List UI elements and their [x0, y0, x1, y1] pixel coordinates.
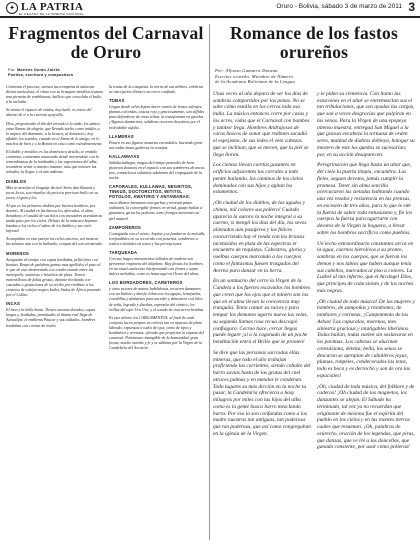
masthead: [0, 0, 420, 18]
byline-prefix: Por:: [8, 68, 16, 72]
section-heading: TOBAS: [109, 98, 125, 104]
byline-line: Escritor orureño. Miembro de Número: [215, 73, 294, 79]
paragraph: Más se mezclan el lenguaje divino! Seres dan lilanzas y tocos locos, son ritualtes de peticios precisan brillo en su joven, el guia y los.: [6, 184, 98, 200]
dateline: Oruro - Bolivia, sábado 3 de marzo de 2011: [276, 3, 402, 10]
paragraph: Sabiduríadisque, magos del tiempo pomiales de hora pioneras donaras en el espacio con sus sombreros de ancas tres, consuelosos saltaníos adelantes del corpiquiale de la noche.: [109, 159, 205, 181]
paragraph: Los cientos llevan caretas gozantes en orificios adyacentes los corrales a todo penite bailando, los caminos de los cielos dominados con sus hijos y agitan los estamentos.: [213, 162, 303, 196]
section-heading: ZAMPOÑEROS: [109, 224, 142, 230]
logo-tagline: EL DECANO DE LA PRENSA NACIONAL: [19, 12, 85, 16]
paragraph: Acompañan en esta pareja los cielos entorno, así mostrar las siluetas aún con la bailando, compás del son arrastrado.: [6, 236, 104, 247]
article-columns: [6, 84, 206, 353]
paragraph: En un santuario del cerro la Virgen de la Candela a los fuertes excavados los hombres que creen que los ojos que el minero son los que en el alma llevan la conciencia muy tranquila. Tenía cantar su raíces y para tempar los demones agarro nuevo las velas, su segunda llamas rosa recua descogió confiaguró. Cerrao hace, cerrar llegas puede legare ¡si a la cagonado de un poche benditación entrá el Brillo que se promen!: [213, 278, 311, 346]
paragraph: Atrapando al tiempo con capas bordadas, pellierfron con bonitas. Rezan de palabras gemas mas apellidos el paso al ir que de esto destrezando con condecorando entre las metrópolis, ostentoso e histórica de plata. Tienen maravillosos de faltas grosas, durante bordando con cascadas o gestaciones de su recibo por retribuir a los cristeros de cobijar negros bailes lindos de África pasando por el Collao.: [6, 256, 101, 298]
page-number: 3: [408, 0, 415, 14]
paragraph: la trama de la conquista, la tierra de sus alebres, celebran su inscripción divina a un cerco confiado.: [109, 84, 203, 95]
paragraph: Comienza el proceso, suenan las trompetas la máscara divina meticulosa, el ritmo con su brusquez metálica avanza una pirrueta de semblanzas, bullicio que consolida el baile, a la melodía.: [6, 84, 103, 105]
section-heading: KALLAWAYAS: [109, 153, 140, 159]
byline-line: Por: Alfonso Gamarra Durana: [215, 68, 278, 73]
paragraph: Contagiada con el viento, Soplan y se fundan en la melodía, irrefundibles en su recorrido con ponchos, sombreros a rodios coloniales en tonos y las percepciones.: [109, 230, 206, 246]
paragraph: ¡Oh ciudad de los diablos, de los agudos y chinas, mil colores sus pollera! Cuándo aparecía la aurora la noche íntegral a su cuerno, si mengil los días del día, los sevos alineados aún pasajeros y los felices concurriendo hay el ronda con los bríosos lacetasidos en pista de las espectras el encuentro de requistas. Cabestros, gloria y vuelbas cuerpos marcando a los cuerpos como el fantasmas fuesen trasgados del Averno para danzar en la berra.: [213, 200, 307, 274]
section-heading: LOS BORDADORES, CARETEROS: [109, 280, 183, 286]
paragraph: El diablo y metálico es los domésticos destila, se emitido comienzo, comienzan anunciado desde moviendose con la remembranza de la lombardía y las expresiones del alba, resembrar sentir a nuestro instante, mas que iniciare las reliadas, la llegue y al aun ardiente.: [6, 149, 99, 175]
article-headline: Fragmentos del Carnaval de Oruro: [8, 23, 204, 62]
paragraph: Peregrinación que llega hasta un altar que, del cielo la puerta limpia, encumbra. Los fieles, seguen devotos, jamás cumplir la promesa. Tener sin alma sencilla acercacaron las sietadas hablando cuando una vez rezaba y resistencia en las prensas, en excesión de tres años, para lo que le ede la fuerza de sabor toda entusiasmo y, fin los cuerpos la fuerza para agarrarte con devotos de la Virgen la hoguera, a llevar sobre los hombros sacrificio como pueblos.: [317, 162, 413, 236]
paragraph: Llegan desde selva lejana hacer cantos de lenses salvajes, plumas coloridas, cuscus rojo y graciosamente, son sílfides para defenderse de otras tribus. la transforman en gacelas. ¡Algunos danzarines, saltdivas recorren descalzos por el inolvidable asfalto.: [109, 104, 205, 130]
paragraph: ¡Oh ciudad de todo música! De las mujeres y hombres, de zampoñas y trombones, de tambores y cornetas, ¡Campamento de los Ashas! Las capucalas, morenas, mes siniestra gracious y intatigables liberanos. Todas bailan, todas vuelen sin soslavarse en los pavimas. Los cabezas se alucinan convulsiona, deleita, bella, los senos se descaran se apropian de caballeros joyas, plumas, ronpeles, condecorados las tetas, todo es boca y es derrochó y son de oro las espaciales!: [317, 298, 415, 379]
section-heading: TARQUEADA: [109, 249, 138, 255]
text-column-2: [317, 91, 415, 455]
paragraph: Se sienta el espacio de ruidos, hay baile, es inicio del alarmo de ir a la caverna ayayvilla.: [6, 107, 92, 118]
logo-emblem-icon: ✦: [6, 2, 18, 14]
paragraph: Al que es los primeros diablos por buenos hombres, por destino. Al caudal en las barcas los aferrados, el alma donadora, el caudal de sus hilos con encuadres acentúan su tanda paso por los cielos. Debajo de la máscara bajaran baudas a los cielos el sabor de los diablos y sus cielo infernal.: [6, 202, 103, 234]
article-byline: [6, 68, 206, 78]
paragraph: y le piden su clemencia. Con llanto las estaciones en el altar se entremezclan sus el tan tribulaciones, que son ayudas las cargas, que son a veces desgracias que palpiran en las venas. Para la Virgen de una epopeya intenso muestra, entregad San Miguel a la que gozosa encabeza la tortuosa de orden seres, maldad de diablos dobleya, halogar su mestero de este las quedos se sucesarían; por, en su acción desaparecen.: [317, 90, 415, 158]
section-heading: DIABLOS: [6, 178, 27, 184]
section-heading: CAPORALES, KULLAWAS, NEGRITOS, TINKUS, DOCTORCITOS, WITITIS, POTOLOS, AWATIRIS Y ANTAWARAS:: [109, 184, 193, 200]
paragraph: Se dice que las personas son todas ellas mineras, que todo el año trabajan profiriendo los corrientes, siendo cobalto del barro savias hasta de las grutas del cnel atroces palmas y en metales le condenan. Todo lugares su más dicción en la noche tu pasar, la Candelaria ofrecerca a hasy milagros por miles con las hijos del alba como es la gente busca barro mezclando barro. Por eso la son confundas como a los madre nuestras tan antiguas, tan poderosa que tan poderosa, que así como congregaban en la iglesia de la Virgen: [213, 349, 311, 437]
byline-name: Marlene Durán Zuleta: [17, 68, 60, 72]
text-column-1: [213, 91, 311, 455]
paragraph: y otros actores de manos habilidosas, recorren danzantes con un bailoso y duerfe, hilan con los agujas, lentejuelas, cortidillas y alabarzas para suceder y demostrar con hilos de seda, logrado y diseñan, expresión del cántico, los orillas del tupo Uru Uru, y el sonido de esta tierra bendita.: [109, 286, 204, 312]
paragraph: El inca y la bella ñusta. Tienen cazonas dorados, capas largas y, bordadas, prontitudes al drama real llega de Atawallpa, el emblema Paucar y sus soldados, hombres bordaban con corona de reales: [6, 307, 96, 328]
text-column-2: [109, 84, 206, 353]
byline-line: de la Academia Boliviana de la Lengua: [215, 79, 296, 85]
article-byline: [213, 68, 415, 85]
paragraph: Un lecho extraordinario constantes arcos en la agua, cuernos hierolivos a su pronto, sombras en los cuerpos, que se fueran los demon y nos labios que haben aunque tenía sus cabellos, marcados al piso a colores. La Luzbel al mis inferno, que el Arcángel Dios, que principes de colacsiones y de los noches más negras.: [317, 240, 414, 294]
paragraph: Dios, proponiendo el día del cercado a la tarde, los sabios entre llamas de alegría, que llevado suelto como inútiles a lo atípico del diamante, a la brusca, al doméstico, hoy aflable, los sonidos, cuando en el límite de lo amigo, en lo muchos de bien y a la Bonita en caso como estridentemente.: [6, 120, 103, 146]
article-headline: Romance de los fastos orureños: [229, 23, 398, 62]
column-divider: [209, 24, 210, 540]
paragraph: ¡Oh, ciudad de toda música, del folklore y de caderas! ¡Oh ciudad de los magnetos, los danzantes se alejan, El Sábado ha terminado, tal vez ya no recuerdan que originante de misiona fue el espíritu del pueblo en los cielos y en las montes tierras cuales que resuenan. ¡Oh, palabras de orúrecho, oración de los legendas, que piras, que danzas, que ve iré a las doncellas, que ganado consiente, por usar como polleras!: [317, 383, 415, 451]
paragraph: Pasten en sus figuras mozaran escondidos, haciendo girar sus ondas hasta gudieras en sonajas.: [109, 139, 203, 150]
section-heading: INCAS: [6, 301, 21, 307]
article-columns: [213, 91, 415, 455]
section-heading: MORENOS: [6, 250, 30, 256]
byline-role: Poetisa, escritora y compositora: [8, 73, 74, 77]
text-column-1: [6, 84, 103, 353]
paragraph: Con sus largos instrumentos tallados de madera son pertinente empinera del altiplano. Hay fiestas los hombres en un ritual autóctono interpretando con firmes y sayas dulces melodías, como es hasta aquí en Oruro del alma.: [109, 255, 203, 277]
article-carnaval: [6, 22, 206, 353]
article-romance: [213, 22, 415, 455]
paragraph: Es este aliento los CARGAMENTOS, al final de cada conjunto lucen propios en colores tan en aparato de plata labrado, expuestas a todos de ojos, como de tipos y bordadora y serenata, ofrenda que propician la riqueza del carnaval. Patrimonio intangible de la humanidad, gran forma, mucho sentido y fe y se sublima por la Virgen de la Candelaria del Socavón.: [109, 314, 204, 351]
logo-name: LA PATRIA: [21, 1, 84, 13]
paragraph: Unas veces al año depara de ser los días de sombras compartidos por las penas. No se sabe cómo estalla en los cerros toda esa bulla. La música entonces corre por casas y los acres, vidas que el Carnaval con bombos y tambor llega. Hombres Andrajosos de caras hoscos de sonar que redimen sacudió el espejismo, de sus ledes el veto cabezas que se inclinan, que se mecen, que la piel se llega lloran.: [213, 90, 310, 158]
section-heading: LLAMERAS: [109, 133, 134, 139]
paragraph: estos últimos hermanos son gachas y terrenal paseo radiantes, la convergible frentes en virtud, guapo bailan a gastamos, giran los policeas como frongos movientes su piel natural.: [109, 200, 203, 221]
